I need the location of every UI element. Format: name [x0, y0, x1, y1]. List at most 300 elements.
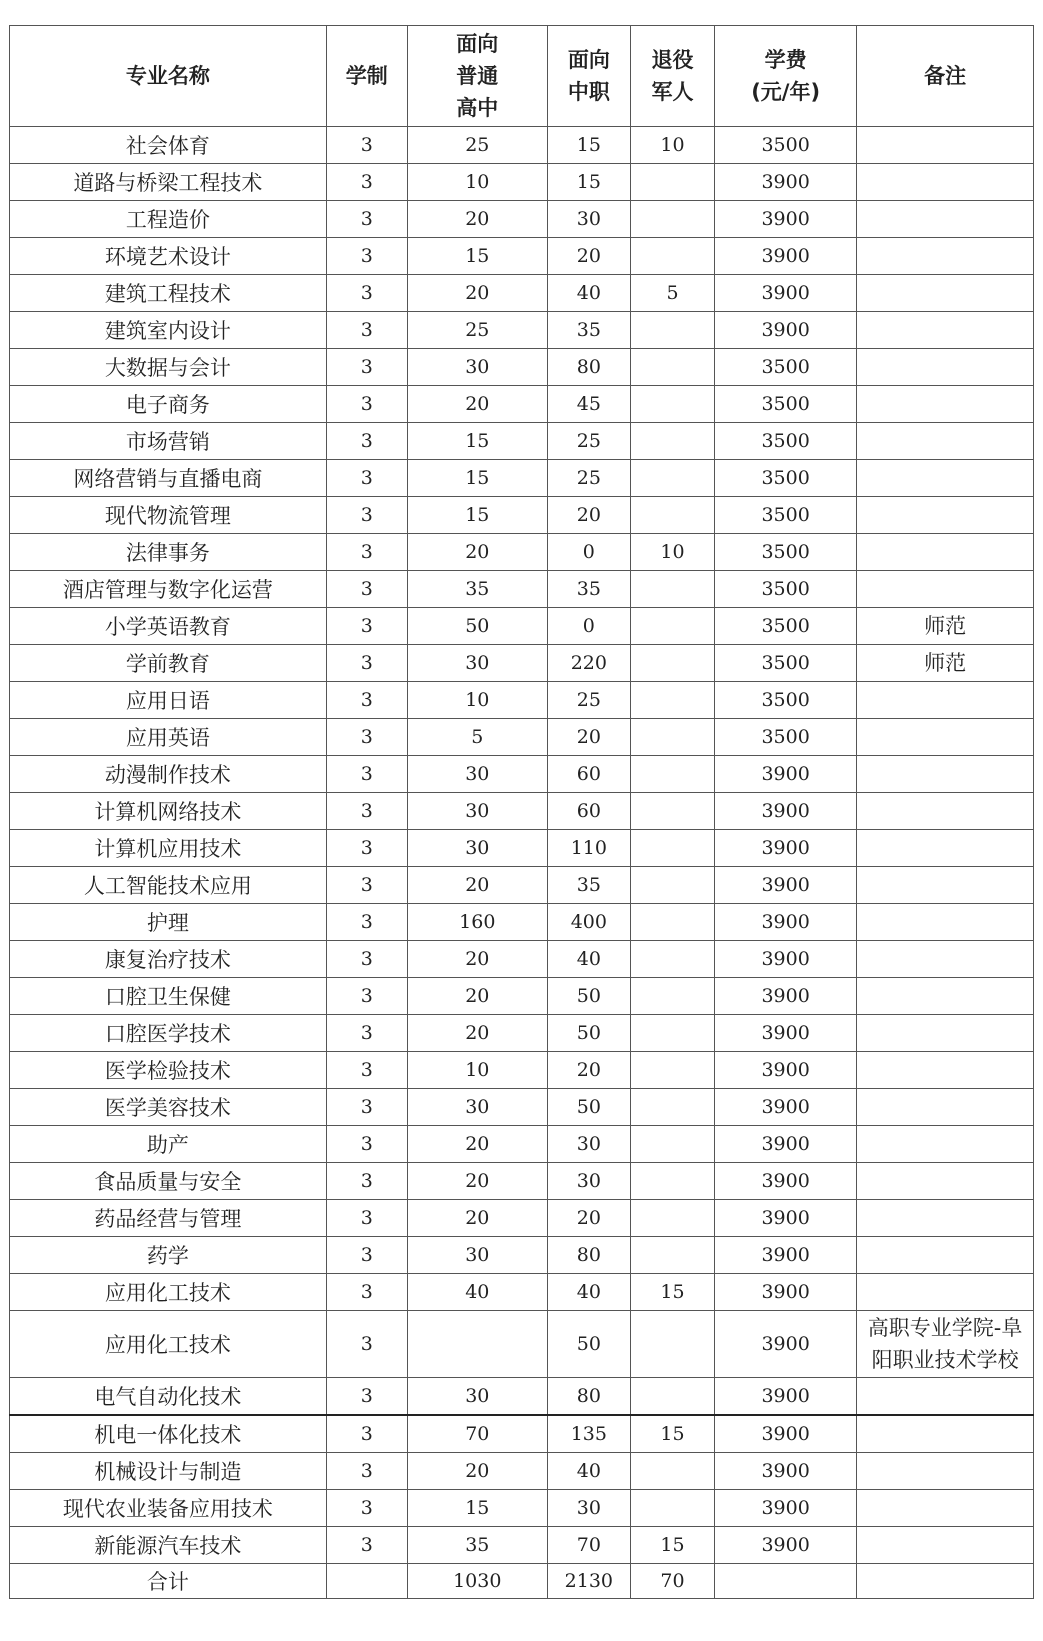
cell-veteran-quota [630, 1490, 714, 1527]
cell-remarks [857, 1378, 1034, 1416]
cell-vocational-quota: 40 [547, 275, 630, 312]
cell-remarks [857, 571, 1034, 608]
cell-tuition: 3900 [715, 201, 857, 238]
cell-veteran-quota [630, 941, 714, 978]
cell-major-name: 医学美容技术 [10, 1089, 327, 1126]
cell-general-highschool-quota: 20 [407, 275, 547, 312]
cell-general-highschool-quota: 30 [407, 1089, 547, 1126]
table-body [10, 127, 1034, 1599]
cell-vocational-quota: 25 [547, 460, 630, 497]
cell-major-name: 法律事务 [10, 534, 327, 571]
cell-vocational-quota: 0 [547, 608, 630, 645]
cell-duration: 3 [326, 312, 407, 349]
cell-remarks [857, 1126, 1034, 1163]
cell-tuition [715, 1564, 857, 1599]
cell-veteran-quota: 15 [630, 1415, 714, 1453]
cell-major-name: 电气自动化技术 [10, 1378, 327, 1416]
cell-general-highschool-quota: 15 [407, 238, 547, 275]
cell-veteran-quota [630, 719, 714, 756]
cell-duration: 3 [326, 571, 407, 608]
cell-general-highschool-quota: 1030 [407, 1564, 547, 1599]
cell-tuition: 3900 [715, 1311, 857, 1378]
cell-major-name: 护理 [10, 904, 327, 941]
table-row [10, 1015, 1034, 1052]
cell-vocational-quota: 60 [547, 793, 630, 830]
cell-major-name: 计算机网络技术 [10, 793, 327, 830]
cell-general-highschool-quota: 30 [407, 1237, 547, 1274]
cell-remarks [857, 386, 1034, 423]
cell-major-name: 市场营销 [10, 423, 327, 460]
cell-duration: 3 [326, 497, 407, 534]
cell-major-name: 网络营销与直播电商 [10, 460, 327, 497]
cell-duration: 3 [326, 941, 407, 978]
cell-duration: 3 [326, 1163, 407, 1200]
cell-duration: 3 [326, 1527, 407, 1564]
cell-tuition: 3500 [715, 645, 857, 682]
cell-remarks [857, 497, 1034, 534]
cell-vocational-quota: 30 [547, 1490, 630, 1527]
cell-duration: 3 [326, 460, 407, 497]
cell-veteran-quota: 70 [630, 1564, 714, 1599]
cell-tuition: 3500 [715, 719, 857, 756]
cell-vocational-quota: 70 [547, 1527, 630, 1564]
cell-veteran-quota [630, 386, 714, 423]
table-row [10, 460, 1034, 497]
cell-veteran-quota: 10 [630, 534, 714, 571]
cell-tuition: 3900 [715, 312, 857, 349]
header-major-name: 专业名称 [10, 26, 327, 127]
cell-tuition: 3900 [715, 941, 857, 978]
cell-tuition: 3900 [715, 1490, 857, 1527]
cell-veteran-quota [630, 1453, 714, 1490]
cell-general-highschool-quota: 10 [407, 164, 547, 201]
cell-tuition: 3500 [715, 386, 857, 423]
cell-general-highschool-quota: 30 [407, 756, 547, 793]
table-row [10, 1200, 1034, 1237]
cell-vocational-quota: 0 [547, 534, 630, 571]
cell-general-highschool-quota: 5 [407, 719, 547, 756]
cell-duration: 3 [326, 756, 407, 793]
cell-vocational-quota: 30 [547, 201, 630, 238]
cell-vocational-quota: 50 [547, 1015, 630, 1052]
cell-general-highschool-quota: 20 [407, 941, 547, 978]
cell-duration: 3 [326, 904, 407, 941]
cell-duration: 3 [326, 1052, 407, 1089]
cell-general-highschool-quota: 30 [407, 793, 547, 830]
table-row [10, 608, 1034, 645]
table-row [10, 423, 1034, 460]
cell-remarks [857, 238, 1034, 275]
cell-major-name: 道路与桥梁工程技术 [10, 164, 327, 201]
cell-tuition: 3900 [715, 830, 857, 867]
cell-remarks [857, 1237, 1034, 1274]
table-row [10, 1274, 1034, 1311]
cell-veteran-quota [630, 682, 714, 719]
cell-remarks [857, 867, 1034, 904]
cell-vocational-quota: 20 [547, 719, 630, 756]
table-row [10, 1089, 1034, 1126]
cell-major-name: 大数据与会计 [10, 349, 327, 386]
cell-duration: 3 [326, 1378, 407, 1416]
cell-duration: 3 [326, 1415, 407, 1453]
total-row [10, 1564, 1034, 1599]
cell-duration: 3 [326, 1274, 407, 1311]
header-vocational-quota: 面向 中职 [547, 26, 630, 127]
cell-remarks [857, 682, 1034, 719]
cell-duration: 3 [326, 1200, 407, 1237]
cell-major-name: 社会体育 [10, 127, 327, 164]
cell-major-name: 现代物流管理 [10, 497, 327, 534]
cell-general-highschool-quota: 20 [407, 978, 547, 1015]
cell-general-highschool-quota: 20 [407, 201, 547, 238]
cell-tuition: 3500 [715, 460, 857, 497]
cell-duration: 3 [326, 164, 407, 201]
cell-duration [326, 1564, 407, 1599]
cell-remarks [857, 312, 1034, 349]
cell-veteran-quota [630, 608, 714, 645]
cell-tuition: 3900 [715, 1274, 857, 1311]
cell-duration: 3 [326, 645, 407, 682]
cell-veteran-quota: 5 [630, 275, 714, 312]
cell-veteran-quota [630, 978, 714, 1015]
cell-major-name: 工程造价 [10, 201, 327, 238]
cell-major-name: 食品质量与安全 [10, 1163, 327, 1200]
cell-vocational-quota: 40 [547, 941, 630, 978]
cell-general-highschool-quota: 15 [407, 460, 547, 497]
table-row [10, 941, 1034, 978]
cell-duration: 3 [326, 830, 407, 867]
cell-duration: 3 [326, 1311, 407, 1378]
cell-veteran-quota [630, 904, 714, 941]
cell-duration: 3 [326, 1015, 407, 1052]
cell-tuition: 3900 [715, 756, 857, 793]
table-row [10, 349, 1034, 386]
cell-veteran-quota [630, 1015, 714, 1052]
cell-vocational-quota: 20 [547, 497, 630, 534]
header-veteran-quota: 退役 军人 [630, 26, 714, 127]
cell-veteran-quota: 15 [630, 1527, 714, 1564]
table-row [10, 238, 1034, 275]
cell-vocational-quota: 110 [547, 830, 630, 867]
cell-major-name: 电子商务 [10, 386, 327, 423]
cell-vocational-quota: 35 [547, 312, 630, 349]
cell-veteran-quota [630, 349, 714, 386]
cell-veteran-quota [630, 793, 714, 830]
cell-tuition: 3900 [715, 1163, 857, 1200]
cell-tuition: 3900 [715, 238, 857, 275]
cell-tuition: 3900 [715, 1089, 857, 1126]
cell-tuition: 3900 [715, 1527, 857, 1564]
cell-remarks [857, 127, 1034, 164]
cell-vocational-quota: 20 [547, 1200, 630, 1237]
cell-major-name: 机械设计与制造 [10, 1453, 327, 1490]
cell-major-name: 药学 [10, 1237, 327, 1274]
cell-general-highschool-quota: 35 [407, 1527, 547, 1564]
cell-tuition: 3900 [715, 1237, 857, 1274]
cell-veteran-quota [630, 1052, 714, 1089]
cell-major-name: 应用化工技术 [10, 1274, 327, 1311]
cell-vocational-quota: 20 [547, 1052, 630, 1089]
table-row [10, 1378, 1034, 1416]
cell-general-highschool-quota: 30 [407, 349, 547, 386]
cell-remarks [857, 423, 1034, 460]
table-row [10, 386, 1034, 423]
cell-remarks [857, 1274, 1034, 1311]
table-row [10, 1453, 1034, 1490]
cell-vocational-quota: 30 [547, 1126, 630, 1163]
cell-veteran-quota [630, 1200, 714, 1237]
cell-tuition: 3900 [715, 1453, 857, 1490]
table-row [10, 1126, 1034, 1163]
cell-tuition: 3900 [715, 1200, 857, 1237]
cell-vocational-quota: 35 [547, 571, 630, 608]
cell-vocational-quota: 20 [547, 238, 630, 275]
cell-veteran-quota [630, 460, 714, 497]
cell-tuition: 3900 [715, 978, 857, 1015]
cell-general-highschool-quota: 20 [407, 1126, 547, 1163]
cell-veteran-quota [630, 756, 714, 793]
table-row [10, 275, 1034, 312]
cell-major-name: 口腔医学技术 [10, 1015, 327, 1052]
cell-major-name: 新能源汽车技术 [10, 1527, 327, 1564]
cell-vocational-quota: 15 [547, 164, 630, 201]
cell-veteran-quota [630, 645, 714, 682]
cell-duration: 3 [326, 386, 407, 423]
cell-general-highschool-quota: 30 [407, 830, 547, 867]
cell-major-name: 应用英语 [10, 719, 327, 756]
cell-remarks [857, 978, 1034, 1015]
table-row [10, 1237, 1034, 1274]
cell-tuition: 3900 [715, 793, 857, 830]
cell-duration: 3 [326, 793, 407, 830]
cell-remarks [857, 793, 1034, 830]
cell-general-highschool-quota: 30 [407, 645, 547, 682]
cell-vocational-quota: 220 [547, 645, 630, 682]
table-row [10, 793, 1034, 830]
cell-remarks: 高职专业学院-阜 阳职业技术学校 [857, 1311, 1034, 1378]
cell-remarks [857, 1163, 1034, 1200]
cell-duration: 3 [326, 867, 407, 904]
table-row [10, 201, 1034, 238]
cell-major-name: 学前教育 [10, 645, 327, 682]
cell-general-highschool-quota: 20 [407, 534, 547, 571]
table-row [10, 1311, 1034, 1378]
cell-vocational-quota: 40 [547, 1274, 630, 1311]
cell-general-highschool-quota: 25 [407, 127, 547, 164]
cell-vocational-quota: 80 [547, 1378, 630, 1416]
table-row [10, 534, 1034, 571]
cell-vocational-quota: 35 [547, 867, 630, 904]
cell-major-name: 助产 [10, 1126, 327, 1163]
cell-tuition: 3500 [715, 682, 857, 719]
cell-general-highschool-quota: 70 [407, 1415, 547, 1453]
cell-vocational-quota: 50 [547, 1311, 630, 1378]
cell-general-highschool-quota: 20 [407, 386, 547, 423]
cell-remarks [857, 275, 1034, 312]
enrollment-table [9, 25, 1034, 1599]
table-row [10, 719, 1034, 756]
table-row [10, 645, 1034, 682]
cell-vocational-quota: 50 [547, 978, 630, 1015]
cell-general-highschool-quota: 30 [407, 1378, 547, 1416]
header-general-highschool-quota: 面向 普通 高中 [407, 26, 547, 127]
cell-remarks [857, 830, 1034, 867]
cell-veteran-quota [630, 238, 714, 275]
cell-general-highschool-quota: 20 [407, 1453, 547, 1490]
cell-veteran-quota [630, 497, 714, 534]
cell-tuition: 3500 [715, 349, 857, 386]
cell-veteran-quota [630, 1311, 714, 1378]
cell-tuition: 3900 [715, 1052, 857, 1089]
cell-vocational-quota: 30 [547, 1163, 630, 1200]
cell-general-highschool-quota: 15 [407, 423, 547, 460]
cell-remarks [857, 1564, 1034, 1599]
cell-vocational-quota: 135 [547, 1415, 630, 1453]
cell-general-highschool-quota: 160 [407, 904, 547, 941]
cell-vocational-quota: 80 [547, 1237, 630, 1274]
table-row [10, 127, 1034, 164]
cell-general-highschool-quota: 15 [407, 1490, 547, 1527]
table-row [10, 1163, 1034, 1200]
table-row [10, 1527, 1034, 1564]
cell-major-name: 建筑室内设计 [10, 312, 327, 349]
cell-remarks [857, 1015, 1034, 1052]
cell-duration: 3 [326, 423, 407, 460]
cell-general-highschool-quota: 40 [407, 1274, 547, 1311]
cell-duration: 3 [326, 238, 407, 275]
cell-veteran-quota [630, 1163, 714, 1200]
cell-duration: 3 [326, 682, 407, 719]
cell-duration: 3 [326, 275, 407, 312]
table-row [10, 497, 1034, 534]
cell-tuition: 3900 [715, 275, 857, 312]
cell-remarks [857, 756, 1034, 793]
cell-general-highschool-quota: 50 [407, 608, 547, 645]
cell-major-name: 应用化工技术 [10, 1311, 327, 1378]
cell-veteran-quota [630, 201, 714, 238]
cell-major-name: 药品经营与管理 [10, 1200, 327, 1237]
cell-vocational-quota: 25 [547, 423, 630, 460]
cell-veteran-quota [630, 1089, 714, 1126]
table-row [10, 978, 1034, 1015]
cell-vocational-quota: 40 [547, 1453, 630, 1490]
cell-duration: 3 [326, 1453, 407, 1490]
cell-remarks [857, 349, 1034, 386]
cell-remarks: 师范 [857, 608, 1034, 645]
cell-vocational-quota: 400 [547, 904, 630, 941]
cell-general-highschool-quota: 35 [407, 571, 547, 608]
cell-major-name: 酒店管理与数字化运营 [10, 571, 327, 608]
table-row [10, 756, 1034, 793]
cell-duration: 3 [326, 349, 407, 386]
header-tuition: 学费 (元/年) [715, 26, 857, 127]
table-row [10, 571, 1034, 608]
cell-major-name: 人工智能技术应用 [10, 867, 327, 904]
cell-remarks [857, 1089, 1034, 1126]
header-duration: 学制 [326, 26, 407, 127]
cell-veteran-quota [630, 423, 714, 460]
cell-general-highschool-quota: 15 [407, 497, 547, 534]
cell-tuition: 3500 [715, 127, 857, 164]
cell-duration: 3 [326, 127, 407, 164]
cell-duration: 3 [326, 1490, 407, 1527]
cell-vocational-quota: 50 [547, 1089, 630, 1126]
cell-general-highschool-quota: 10 [407, 1052, 547, 1089]
cell-duration: 3 [326, 1126, 407, 1163]
cell-duration: 3 [326, 1089, 407, 1126]
cell-tuition: 3500 [715, 608, 857, 645]
cell-major-name: 医学检验技术 [10, 1052, 327, 1089]
cell-vocational-quota: 80 [547, 349, 630, 386]
cell-tuition: 3500 [715, 534, 857, 571]
cell-major-name: 计算机应用技术 [10, 830, 327, 867]
cell-duration: 3 [326, 534, 407, 571]
cell-remarks [857, 1527, 1034, 1564]
cell-tuition: 3900 [715, 867, 857, 904]
cell-remarks [857, 534, 1034, 571]
cell-major-name: 合计 [10, 1564, 327, 1599]
table-row [10, 867, 1034, 904]
table-row [10, 312, 1034, 349]
cell-remarks [857, 460, 1034, 497]
cell-vocational-quota: 45 [547, 386, 630, 423]
cell-tuition: 3900 [715, 904, 857, 941]
table-row [10, 1490, 1034, 1527]
cell-veteran-quota [630, 867, 714, 904]
cell-tuition: 3900 [715, 164, 857, 201]
cell-veteran-quota: 10 [630, 127, 714, 164]
cell-general-highschool-quota: 20 [407, 1200, 547, 1237]
cell-vocational-quota: 2130 [547, 1564, 630, 1599]
table-row [10, 904, 1034, 941]
table-row [10, 164, 1034, 201]
cell-remarks [857, 1415, 1034, 1453]
cell-general-highschool-quota: 20 [407, 867, 547, 904]
cell-veteran-quota [630, 312, 714, 349]
cell-major-name: 机电一体化技术 [10, 1415, 327, 1453]
cell-tuition: 3900 [715, 1015, 857, 1052]
cell-veteran-quota [630, 164, 714, 201]
cell-remarks [857, 1052, 1034, 1089]
cell-veteran-quota [630, 1126, 714, 1163]
cell-tuition: 3900 [715, 1126, 857, 1163]
cell-veteran-quota: 15 [630, 1274, 714, 1311]
cell-veteran-quota [630, 571, 714, 608]
cell-general-highschool-quota: 25 [407, 312, 547, 349]
table-row [10, 682, 1034, 719]
cell-remarks [857, 1490, 1034, 1527]
cell-tuition: 3500 [715, 571, 857, 608]
cell-duration: 3 [326, 719, 407, 756]
cell-remarks [857, 164, 1034, 201]
cell-remarks: 师范 [857, 645, 1034, 682]
cell-major-name: 口腔卫生保健 [10, 978, 327, 1015]
header-row [10, 26, 1034, 127]
cell-vocational-quota: 60 [547, 756, 630, 793]
cell-vocational-quota: 25 [547, 682, 630, 719]
cell-major-name: 动漫制作技术 [10, 756, 327, 793]
cell-major-name: 建筑工程技术 [10, 275, 327, 312]
table-row [10, 1415, 1034, 1453]
cell-remarks [857, 941, 1034, 978]
table-row [10, 1052, 1034, 1089]
header-remarks: 备注 [857, 26, 1034, 127]
cell-general-highschool-quota: 20 [407, 1163, 547, 1200]
cell-duration: 3 [326, 608, 407, 645]
cell-remarks [857, 904, 1034, 941]
cell-remarks [857, 719, 1034, 756]
cell-major-name: 应用日语 [10, 682, 327, 719]
